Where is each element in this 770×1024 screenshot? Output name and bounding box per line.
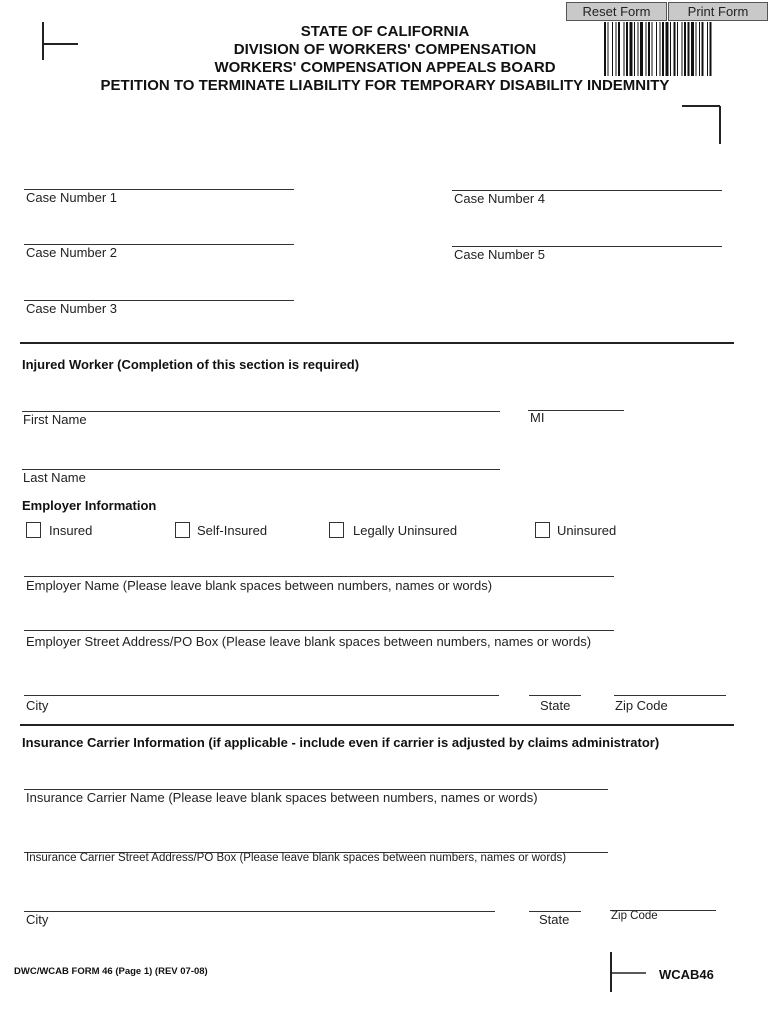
- insured-checkbox[interactable]: [26, 522, 41, 538]
- header-state: STATE OF CALIFORNIA: [300, 23, 470, 40]
- employer-address-field[interactable]: [24, 630, 614, 631]
- injured-worker-heading: Injured Worker (Completion of this section is required): [22, 357, 360, 372]
- employer-state-field[interactable]: [529, 695, 581, 696]
- employer-address-label: Employer Street Address/PO Box (Please leave blank spaces between numbers, names or words): [26, 634, 592, 649]
- employer-city-label: City: [26, 698, 49, 713]
- employer-zip-label: Zip Code: [615, 698, 668, 713]
- employer-heading: Employer Information: [22, 498, 157, 513]
- carrier-address-label: Insurance Carrier Street Address/PO Box (Please leave blank spaces between numbers, names or words): [26, 852, 567, 864]
- employer-city-field[interactable]: [24, 695, 499, 696]
- last-name-field[interactable]: [22, 469, 500, 470]
- section-divider: [20, 724, 734, 726]
- first-name-field[interactable]: [22, 411, 500, 412]
- carrier-city-field[interactable]: [24, 911, 495, 912]
- registration-mark-top-right: [682, 104, 724, 146]
- insured-label: Insured: [49, 523, 93, 538]
- last-name-label: Last Name: [23, 470, 86, 485]
- form-code: WCAB46: [659, 967, 714, 982]
- carrier-zip-label: Zip Code: [611, 910, 658, 922]
- carrier-heading: Insurance Carrier Information (if applicable - include even if carrier is adjusted by claims administrator): [22, 735, 660, 750]
- employer-name-label: Employer Name (Please leave blank spaces between numbers, names or words): [26, 578, 493, 593]
- carrier-name-label: Insurance Carrier Name (Please leave blank spaces between numbers, names or words): [26, 790, 538, 805]
- reset-form-button[interactable]: Reset Form: [566, 2, 667, 21]
- case-number-4-label: Case Number 4: [454, 191, 546, 206]
- uninsured-label: Uninsured: [557, 523, 617, 538]
- header-petition-title: PETITION TO TERMINATE LIABILITY FOR TEMPORARY DISABILITY INDEMNITY: [100, 77, 670, 94]
- legally-uninsured-label: Legally Uninsured: [353, 523, 458, 538]
- middle-initial-label: MI: [530, 410, 545, 425]
- carrier-state-label: State: [539, 912, 570, 927]
- header-board: WORKERS' COMPENSATION APPEALS BOARD: [214, 59, 556, 76]
- print-form-button[interactable]: Print Form: [668, 2, 768, 21]
- case-number-2-label: Case Number 2: [26, 245, 118, 260]
- header-division: DIVISION OF WORKERS' COMPENSATION: [233, 41, 537, 58]
- case-number-5-label: Case Number 5: [454, 247, 546, 262]
- employer-name-field[interactable]: [24, 576, 614, 577]
- legally-uninsured-checkbox[interactable]: [329, 522, 344, 538]
- registration-mark-bottom: [608, 952, 648, 994]
- first-name-label: First Name: [23, 412, 87, 427]
- uninsured-checkbox[interactable]: [535, 522, 550, 538]
- form-id: DWC/WCAB FORM 46 (Page 1) (REV 07-08): [14, 966, 208, 977]
- case-number-1-label: Case Number 1: [26, 190, 118, 205]
- carrier-city-label: City: [26, 912, 49, 927]
- section-divider: [20, 342, 734, 344]
- employer-state-label: State: [540, 698, 571, 713]
- employer-zip-field[interactable]: [614, 695, 726, 696]
- case-number-3-label: Case Number 3: [26, 301, 118, 316]
- self-insured-label: Self-Insured: [197, 523, 268, 538]
- self-insured-checkbox[interactable]: [175, 522, 190, 538]
